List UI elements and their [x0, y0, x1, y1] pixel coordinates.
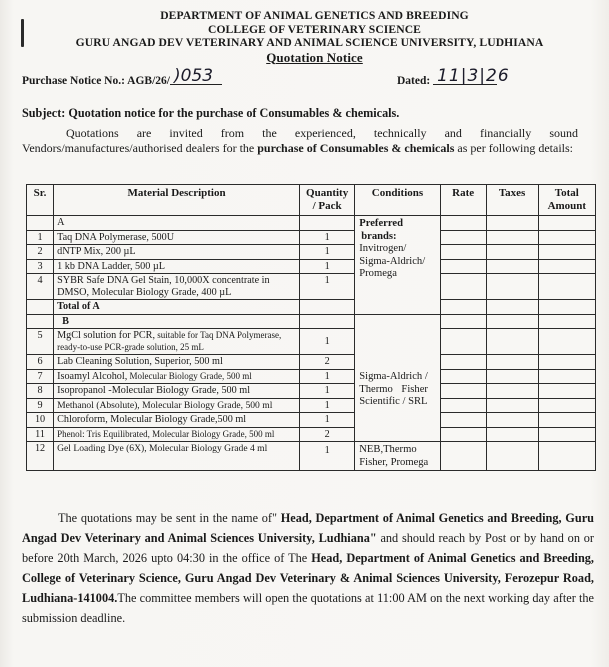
taxes-cell[interactable]: [486, 384, 538, 399]
total-cell[interactable]: [538, 427, 595, 442]
taxes-cell[interactable]: [486, 314, 538, 329]
intro-bold-text: purchase of Consumables & chemicals: [257, 141, 455, 155]
intro-paragraph: [22, 126, 578, 156]
taxes-cell[interactable]: [486, 369, 538, 384]
group-b-label: B: [54, 314, 300, 329]
rate-cell[interactable]: [440, 216, 486, 231]
rate-cell[interactable]: [440, 245, 486, 260]
rate-cell[interactable]: [440, 230, 486, 245]
notice-date: [397, 66, 510, 88]
rate-cell[interactable]: [440, 442, 486, 471]
subject-line: Subject: Quotation notice for the purchase of Consumables & chemicals.: [22, 106, 400, 120]
rate-cell[interactable]: [440, 355, 486, 370]
rate-cell[interactable]: [440, 413, 486, 428]
department-name: DEPARTMENT OF ANIMAL GENETICS AND BREEDING: [160, 9, 469, 22]
total-a-amount-cell[interactable]: [538, 300, 595, 315]
taxes-cell[interactable]: [486, 216, 538, 231]
table-row: 1 Taq DNA Polymerase, 500U 1: [27, 230, 596, 245]
total-cell[interactable]: [538, 398, 595, 413]
taxes-cell[interactable]: [486, 259, 538, 274]
total-cell[interactable]: [538, 245, 595, 260]
rate-cell[interactable]: [440, 427, 486, 442]
table-row: 2 dNTP Mix, 200 µL 1: [27, 245, 596, 260]
table-row: 10 Chloroform, Molecular Biology Grade,500 ml 1: [27, 413, 596, 428]
taxes-cell[interactable]: [486, 355, 538, 370]
addressee-bold: Head, Department of Animal Genetics and Breeding, Guru Angad Dev Veterinary and Animal Sciences University, Ludhiana": [22, 511, 594, 545]
rate-cell[interactable]: [440, 300, 486, 315]
col-header-rate: Rate: [440, 185, 486, 216]
closing-paragraph: The quotations may be sent in the name of" Head, Department of Animal Genetics and Breeding, Guru Angad Dev Veterinary and Animal Sciences University, Ludhiana" and should reach by Post or by hand on or before 20th March, 2026 upto 04:30 in the office of The Head, Department of Animal Genetics and Breeding, College of Veterinary Science, Guru Angad Dev Veterinary & Animal Sciences University, Ferozepur Road, Ludhiana-141004.The committee members will open the quotations at 11:00 AM on the next working day after the submission deadline.: [22, 511, 595, 625]
taxes-cell[interactable]: [486, 245, 538, 260]
taxes-cell[interactable]: [486, 413, 538, 428]
dated-label: Dated:: [397, 75, 431, 87]
table-row: 3 1 kb DNA Ladder, 500 µL 1: [27, 259, 596, 274]
total-cell[interactable]: [538, 413, 595, 428]
office-address-bold: Head, Department of Animal Genetics and Breeding, College of Veterinary Science, Guru Angad Dev Veterinary & Animal Sciences University, Ferozepur Road, Ludhiana-141004.: [22, 551, 595, 605]
group-a-row: [27, 216, 596, 231]
notice-number-label: Purchase Notice No.: AGB/26/: [22, 75, 170, 87]
purchase-notice-number: [22, 66, 222, 88]
total-cell[interactable]: [538, 369, 595, 384]
col-header-description: Material Description: [54, 185, 300, 216]
table-row: 8 Isopropanol -Molecular Biology Grade, 500 ml 1: [27, 384, 596, 399]
taxes-cell[interactable]: [486, 329, 538, 355]
total-a-row: [27, 300, 596, 315]
taxes-cell[interactable]: [486, 398, 538, 413]
notice-number-handwritten: )053: [170, 68, 222, 85]
rate-cell[interactable]: [440, 329, 486, 355]
letterhead: [0, 9, 609, 65]
intro-text: Quotations are invited from the experienced, technically and financially sound Vendors/manufactures/authorised dealers for the: [22, 126, 578, 155]
rate-cell[interactable]: [440, 398, 486, 413]
total-cell[interactable]: [538, 355, 595, 370]
col-header-conditions: Conditions: [355, 185, 440, 216]
taxes-cell[interactable]: [486, 274, 538, 300]
table-row: 9 Methanol (Absolute), Molecular Biology Grade, 500 ml 1: [27, 398, 596, 413]
total-cell[interactable]: [538, 230, 595, 245]
total-cell[interactable]: [538, 442, 595, 471]
date-handwritten: 11|3|26: [433, 68, 497, 85]
taxes-cell[interactable]: [486, 230, 538, 245]
total-cell[interactable]: [538, 384, 595, 399]
table-header-row: [27, 185, 596, 216]
conditions-group-b: Sigma-Aldrich / Thermo Fisher Scientific / SRL: [355, 369, 440, 442]
college-name: COLLEGE OF VETERINARY SCIENCE: [207, 22, 422, 36]
taxes-cell[interactable]: [486, 427, 538, 442]
table-row: 7 Isoamyl Alcohol, Molecular Biology Grade, 500 ml 1 Sigma-Aldrich / Thermo Fisher Scientific / SRL: [27, 369, 596, 384]
rate-cell[interactable]: [440, 274, 486, 300]
rate-cell[interactable]: [440, 369, 486, 384]
group-b-row: [27, 314, 596, 329]
col-header-taxes: Taxes: [486, 185, 538, 216]
conditions-group-a: Preferred brands: Invitrogen/ Sigma-Aldrich/ Promega: [355, 216, 440, 315]
intro-text-end: as per following details:: [454, 141, 574, 155]
table-row: 6 Lab Cleaning Solution, Superior, 500 ml 2: [27, 355, 596, 370]
total-cell[interactable]: [538, 329, 595, 355]
table-row: 11 Phenol: Tris Equilibrated, Molecular Biology Grade, 500 ml 2: [27, 427, 596, 442]
rate-cell[interactable]: [440, 314, 486, 329]
table-row: 12 Gel Loading Dye (6X), Molecular Biology Grade 4 ml 1 NEB,Thermo Fisher, Promega: [27, 442, 596, 471]
total-cell[interactable]: [538, 216, 595, 231]
group-a-label: A: [54, 216, 300, 231]
rate-cell[interactable]: [440, 259, 486, 274]
document-title: Quotation Notice: [266, 49, 363, 65]
total-a-label: Total of A: [54, 300, 300, 315]
total-cell[interactable]: [538, 314, 595, 329]
university-name: GURU ANGAD DEV VETERINARY AND ANIMAL SCIENCE UNIVERSITY, LUDHIANA: [75, 36, 544, 49]
col-header-sr: Sr.: [27, 185, 54, 216]
taxes-cell[interactable]: [486, 442, 538, 471]
table-row: 4 SYBR Safe DNA Gel Stain, 10,000X concentrate in DMSO, Molecular Biology Grade, 400 µL 1: [27, 274, 596, 300]
col-header-total: Total Amount: [538, 185, 595, 216]
conditions-item-12: NEB,Thermo Fisher, Promega: [355, 442, 440, 471]
table-row: 5 MgCl solution for PCR, suitable for Taq DNA Polymerase, ready-to-use PCR-grade solution, 25 mL 1: [27, 329, 596, 355]
items-table: [26, 184, 596, 471]
taxes-cell[interactable]: [486, 300, 538, 315]
total-cell[interactable]: [538, 259, 595, 274]
col-header-quantity: Quantity / Pack: [300, 185, 355, 216]
rate-cell[interactable]: [440, 384, 486, 399]
total-cell[interactable]: [538, 274, 595, 300]
